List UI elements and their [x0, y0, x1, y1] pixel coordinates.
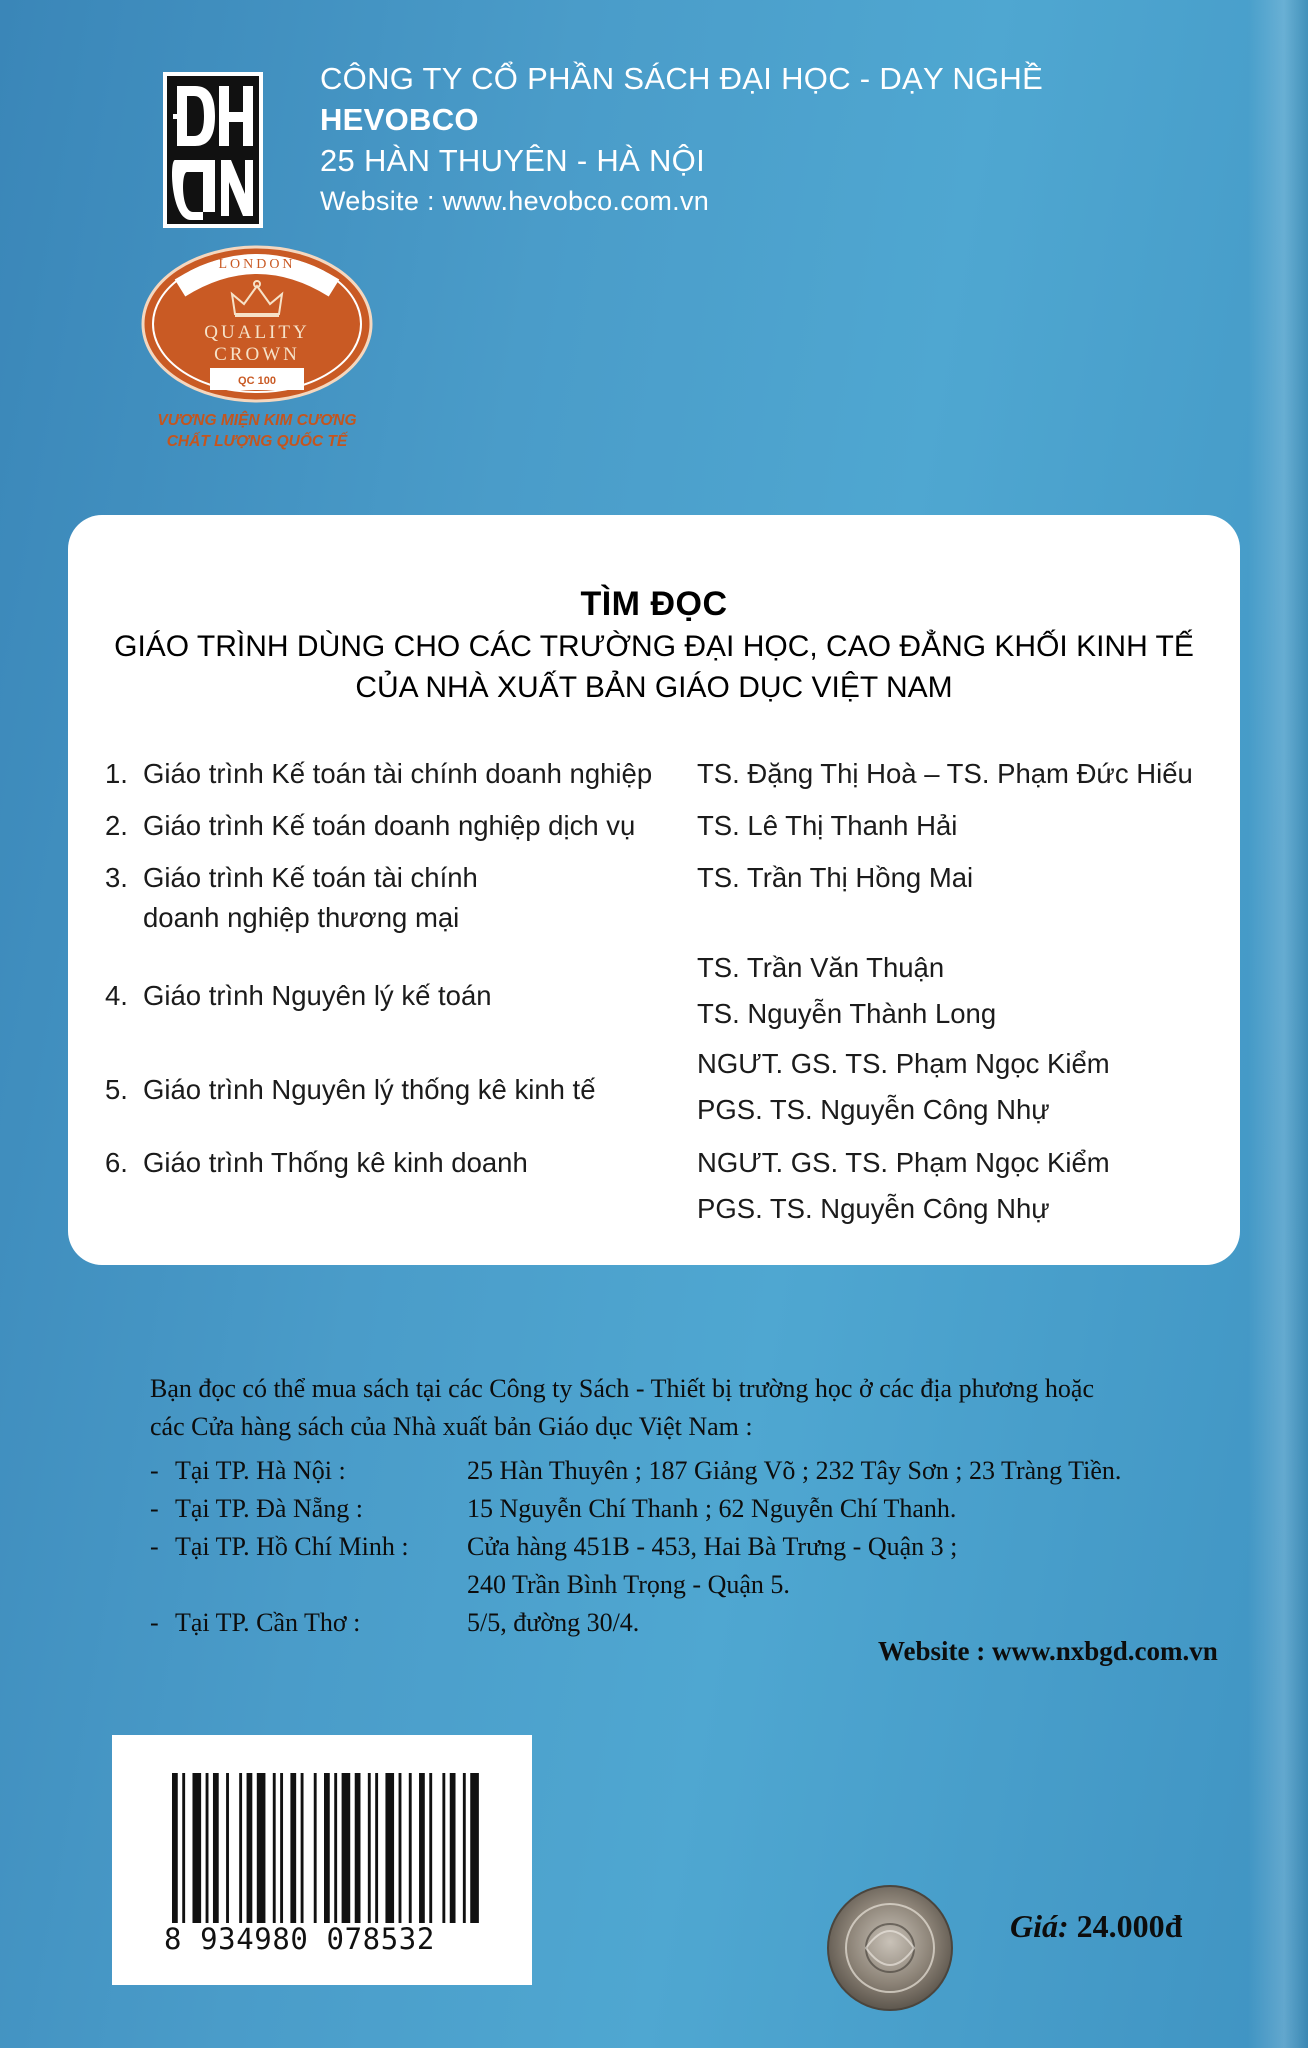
item-author: TS. Trần Văn Thuận	[697, 952, 945, 983]
barcode-bar	[375, 1773, 378, 1923]
publisher-address: 25 HÀN THUYÊN - HÀ NỘI	[320, 143, 705, 178]
list-item	[0, 860, 1308, 940]
store-city: Tại TP. Hồ Chí Minh :	[175, 1532, 409, 1561]
item-number: 5.	[105, 1074, 128, 1105]
reading-list-subtitle-line1: GIÁO TRÌNH DÙNG CHO CÁC TRƯỜNG ĐẠI HỌC, CAO ĐẲNG KHỐI KINH TẾ	[114, 630, 1194, 663]
publisher-website-2: Website : www.nxbgd.com.vn	[878, 1636, 1218, 1666]
price-label: Giá:	[1010, 1908, 1069, 1944]
hologram-sticker-icon	[826, 1884, 954, 2012]
bullet-dash: -	[150, 1608, 159, 1637]
barcode-bar	[429, 1773, 432, 1923]
item-title-line2: doanh nghiệp thương mại	[143, 902, 460, 933]
item-number: 3.	[105, 862, 128, 893]
store-city: Tại TP. Hà Nội :	[175, 1456, 346, 1485]
item-title: Giáo trình Kế toán tài chính doanh nghiệp	[143, 758, 653, 789]
seal-code: QC 100	[238, 375, 276, 387]
seal-caption-line1: VƯƠNG MIỆN KIM CƯƠNG	[157, 412, 357, 429]
seal-line1: QUALITY	[204, 322, 310, 343]
stores-intro-line1: Bạn đọc có thể mua sách tại các Công ty Sách - Thiết bị trường học ở các địa phương hoặc	[150, 1374, 1094, 1403]
list-item	[0, 950, 1308, 1030]
barcode-bar	[257, 1773, 266, 1923]
barcode-label	[112, 1735, 532, 1985]
barcode-bar	[334, 1773, 337, 1923]
barcode-bar	[273, 1773, 276, 1923]
list-item	[0, 1046, 1308, 1126]
barcode-bar	[463, 1773, 466, 1923]
publisher-brand: HEVOBCO	[320, 102, 479, 137]
publisher-name: CÔNG TY CỔ PHẦN SÁCH ĐẠI HỌC - DẠY NGHỀ	[320, 61, 1044, 96]
barcode-bar	[409, 1773, 412, 1923]
store-city: Tại TP. Đà Nẵng :	[175, 1494, 363, 1523]
barcode-bar	[182, 1773, 185, 1923]
price	[1010, 1908, 1182, 1945]
barcode-bar	[419, 1773, 425, 1923]
barcode-bar	[355, 1773, 361, 1923]
store-city: Tại TP. Cần Thơ :	[175, 1608, 361, 1637]
item-number: 2.	[105, 810, 128, 841]
quality-crown-seal	[140, 244, 374, 404]
item-number: 6.	[105, 1147, 128, 1178]
item-author: TS. Lê Thị Thanh Hải	[697, 810, 958, 841]
dh-dn-logo-icon	[167, 76, 259, 224]
seal-top-text: LONDON	[218, 257, 296, 272]
barcode-bar	[247, 1773, 253, 1923]
barcode-bar	[450, 1773, 456, 1923]
price-value: 24.000đ	[1076, 1908, 1183, 1944]
barcode-bar	[239, 1773, 242, 1923]
item-author-2: PGS. TS. Nguyễn Công Nhự	[697, 1193, 1050, 1224]
barcode-bar	[314, 1773, 317, 1923]
item-title: Giáo trình Kế toán doanh nghiệp dịch vụ	[143, 810, 636, 841]
reading-list-title: TÌM ĐỌC	[580, 585, 728, 623]
item-number: 1.	[105, 758, 128, 789]
bullet-dash: -	[150, 1456, 159, 1485]
store-address: 240 Trần Bình Trọng - Quận 5.	[467, 1570, 790, 1599]
barcode-bar	[290, 1773, 296, 1923]
barcode-bar	[385, 1773, 394, 1923]
item-author: TS. Trần Thị Hồng Mai	[697, 862, 974, 893]
barcode-bar	[324, 1773, 330, 1923]
barcode-bar	[442, 1773, 445, 1923]
barcode-bar	[280, 1773, 283, 1923]
store-address: 25 Hàn Thuyên ; 187 Giảng Võ ; 232 Tây Sơn ; 23 Tràng Tiền.	[467, 1456, 1122, 1485]
seal-caption-line2: CHẤT LƯỢNG QUỐC TẾ	[166, 433, 348, 450]
barcode-number: 8 934980 078532	[164, 1922, 435, 1956]
barcode-bar	[172, 1773, 178, 1923]
item-author-2: PGS. TS. Nguyễn Công Nhự	[697, 1094, 1050, 1125]
barcode-bar	[213, 1773, 219, 1923]
seal-line2: CROWN	[214, 344, 300, 365]
item-author: NGƯT. GS. TS. Phạm Ngọc Kiểm	[697, 1147, 1110, 1178]
publisher-website: Website : www.hevobco.com.vn	[320, 186, 710, 216]
item-title: Giáo trình Kế toán tài chính	[143, 862, 478, 893]
barcode-bar	[368, 1773, 371, 1923]
seal-caption	[152, 410, 362, 452]
bullet-dash: -	[150, 1532, 159, 1561]
item-author-2: TS. Nguyễn Thành Long	[697, 998, 997, 1029]
barcode-bar	[226, 1773, 229, 1923]
barcode-bar	[399, 1773, 402, 1923]
barcode-icon	[170, 1773, 480, 1923]
item-number: 4.	[105, 980, 128, 1011]
publisher-info	[320, 58, 1043, 222]
bullet-dash: -	[150, 1494, 159, 1523]
store-address: 5/5, đường 30/4.	[467, 1608, 640, 1637]
barcode-bar	[342, 1773, 351, 1923]
item-title: Giáo trình Nguyên lý kế toán	[143, 980, 492, 1011]
item-author: TS. Đặng Thị Hoà – TS. Phạm Đức Hiếu	[697, 758, 1193, 789]
barcode-bar	[301, 1773, 304, 1923]
stores-intro-line2: các Cửa hàng sách của Nhà xuất bản Giáo dục Việt Nam :	[150, 1412, 753, 1441]
barcode-bar	[470, 1773, 479, 1923]
item-title: Giáo trình Thống kê kinh doanh	[143, 1147, 528, 1178]
item-author: NGƯT. GS. TS. Phạm Ngọc Kiểm	[697, 1048, 1110, 1079]
barcode-bar	[192, 1773, 201, 1923]
reading-list-subtitle-line2: CỦA NHÀ XUẤT BẢN GIÁO DỤC VIỆT NAM	[355, 671, 953, 704]
item-title: Giáo trình Nguyên lý thống kê kinh tế	[143, 1074, 596, 1105]
barcode-bar	[206, 1773, 209, 1923]
publisher-logo	[163, 72, 263, 228]
list-item	[0, 1145, 1308, 1225]
store-address: Cửa hàng 451B - 453, Hai Bà Trưng - Quận 3 ;	[467, 1532, 958, 1561]
store-address: 15 Nguyễn Chí Thanh ; 62 Nguyễn Chí Thanh.	[467, 1494, 957, 1523]
